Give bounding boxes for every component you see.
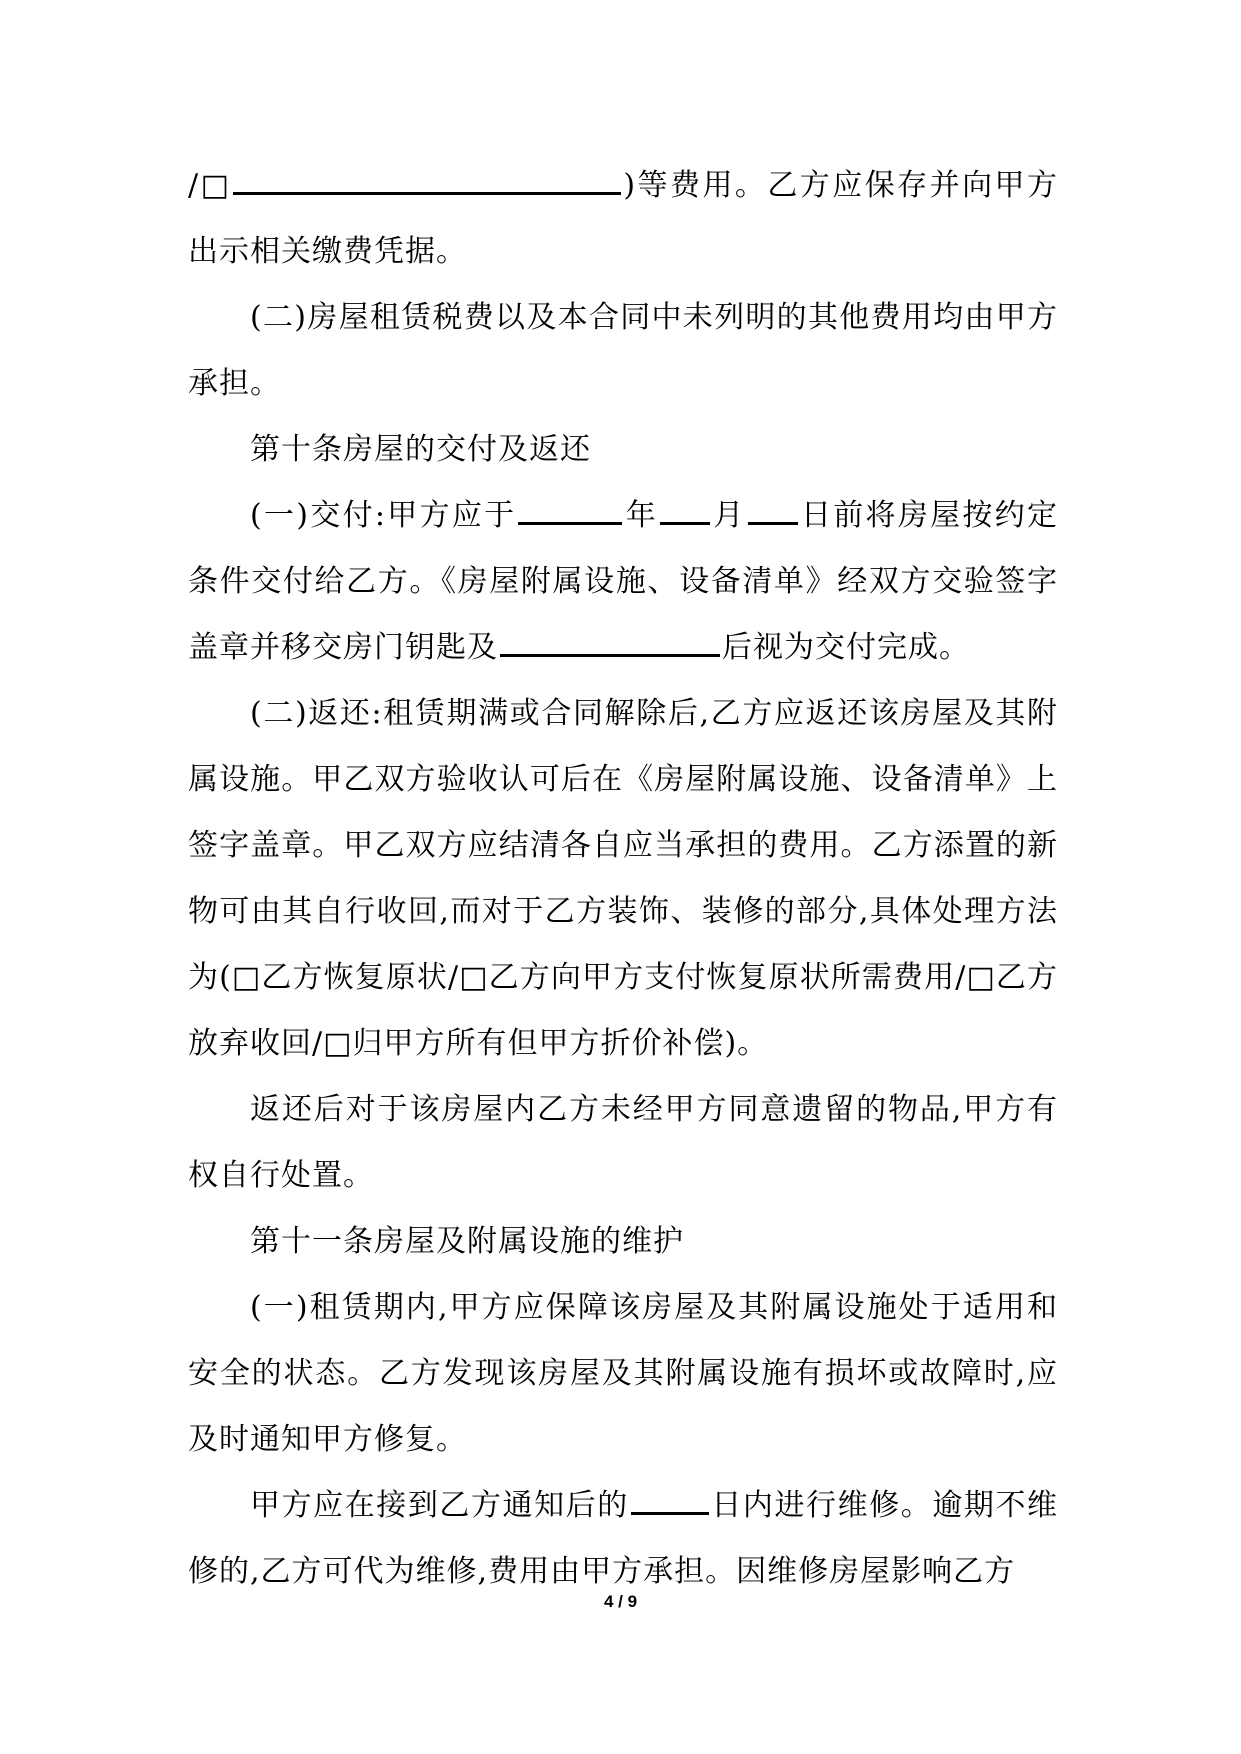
- text-segment: 日前将房屋按约定条件交付给乙方。《房屋附属设施、设备清单》经双方交验签字盖章并移交房门钥匙及: [188, 498, 1059, 665]
- year-blank: [518, 500, 622, 525]
- article-10-heading: 第十条房屋的交付及返还: [250, 432, 591, 467]
- paragraph-delivery: [188, 483, 1058, 681]
- document-body: [188, 153, 1058, 1605]
- fill-in-blank: [233, 170, 621, 195]
- article-11-heading: 第十一条房屋及附属设施的维护: [250, 1224, 684, 1259]
- day-blank: [748, 500, 798, 525]
- paragraph-fee-receipts: [188, 153, 1058, 285]
- paragraph-left-items: 返还后对于该房屋内乙方未经甲方同意遗留的物品,甲方有权自行处置。: [188, 1092, 1058, 1193]
- text-segment: 甲方应在接到乙方通知后的: [250, 1488, 629, 1523]
- text-segment: 日内进行维修。逾期不维修的,乙方可代为维修,费用由甲方承担。因维修房屋影响乙方: [188, 1488, 1059, 1589]
- text-segment: /□: [188, 168, 232, 203]
- text-segment: 后视为交付完成。: [722, 630, 970, 665]
- text-segment: (一)交付:甲方应于: [250, 498, 517, 533]
- paragraph-tax-fees: (二)房屋租赁税费以及本合同中未列明的其他费用均由甲方承担。: [188, 300, 1058, 401]
- paragraph-repair-deadline: [188, 1473, 1058, 1605]
- paragraph-maintenance: (一)租赁期内,甲方应保障该房屋及其附属设施处于适用和安全的状态。乙方发现该房屋及其附属设施有损坏或故障时,应及时通知甲方修复。: [188, 1290, 1058, 1457]
- text-segment: 年: [624, 498, 659, 533]
- paragraph-return: (二)返还:租赁期满或合同解除后,乙方应返还该房屋及其附属设施。甲乙双方验收认可后在《房屋附属设施、设备清单》上签字盖章。甲乙双方应结清各自应当承担的费用。乙方添置的新物可由其自行收回,而对于乙方装饰、装修的部分,具体处理方法为(□乙方恢复原状/□乙方向甲方支付恢复原状所需费用/□乙方放弃收回/□归甲方所有但甲方折价补偿)。: [188, 696, 1058, 1061]
- text-segment: 月: [712, 498, 746, 533]
- days-blank: [631, 1490, 709, 1515]
- month-blank: [660, 500, 710, 525]
- page-number: 4 / 9: [603, 1592, 638, 1611]
- fill-in-blank: [500, 632, 720, 657]
- text-segment: )等费用。乙方应保存并向甲方出示相关缴费凭据。: [188, 168, 1058, 269]
